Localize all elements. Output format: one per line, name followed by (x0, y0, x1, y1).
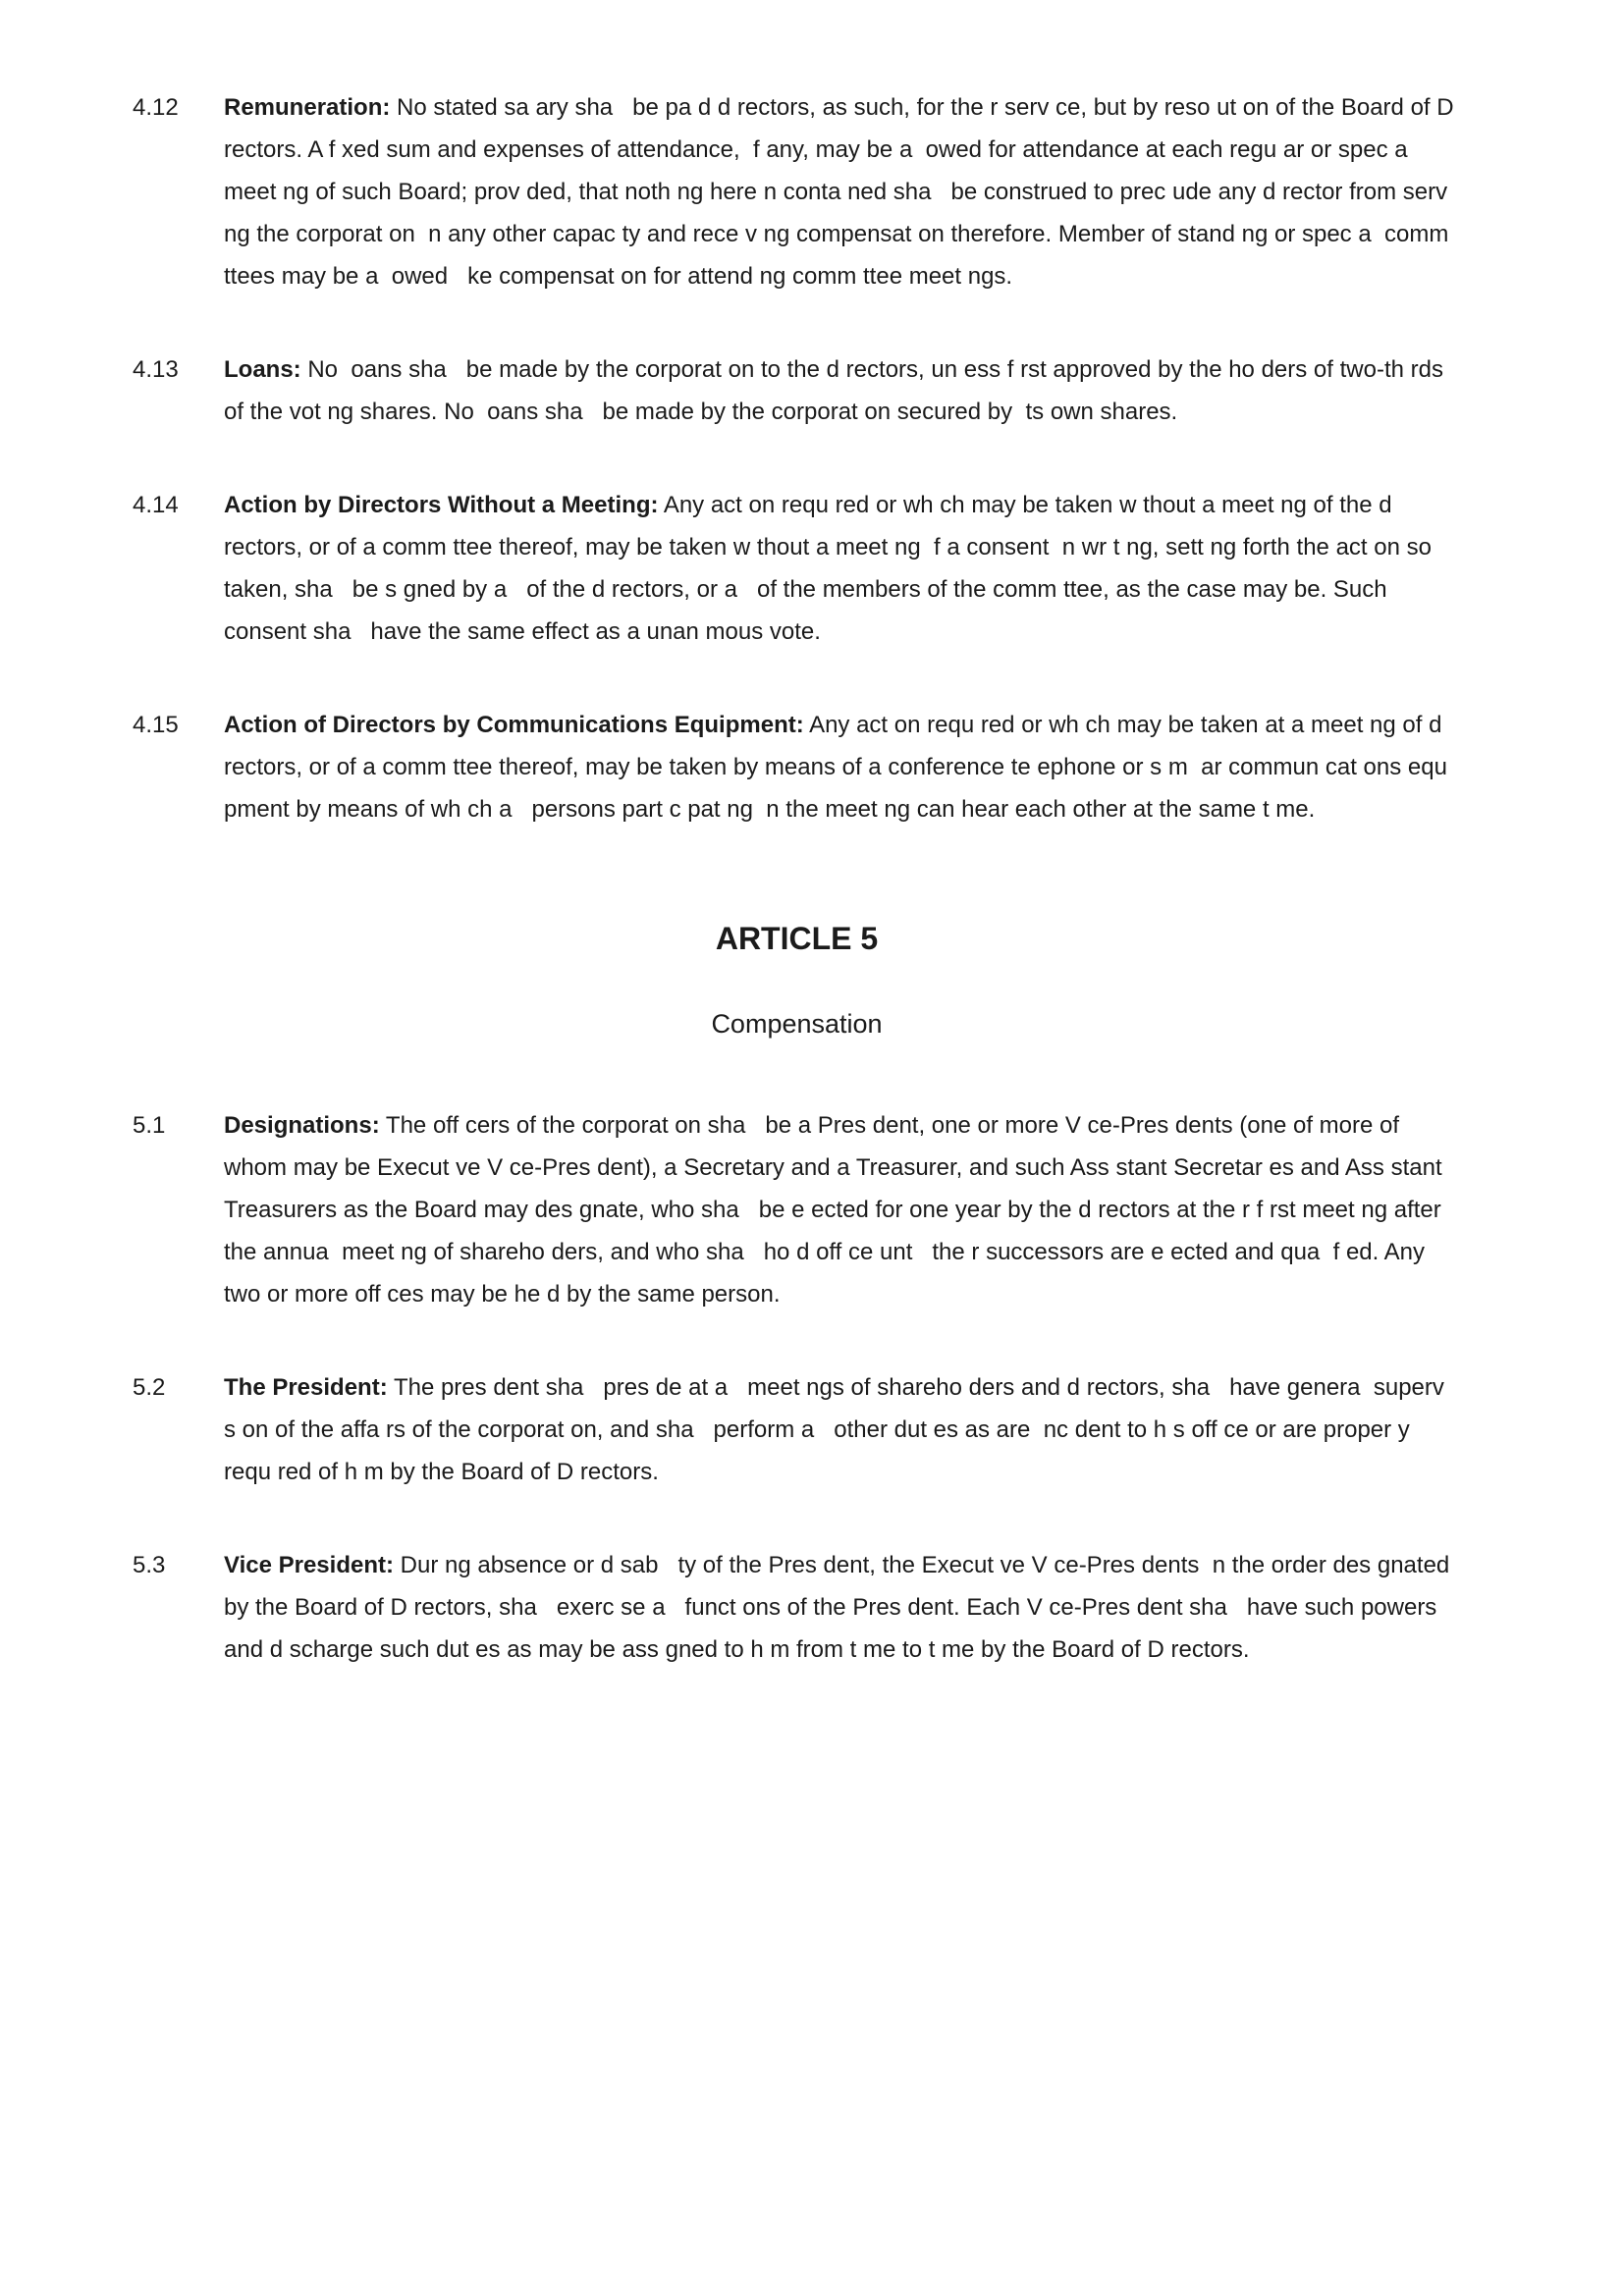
section-title: Remuneration: (224, 94, 391, 121)
section-title: Loans: (224, 356, 301, 383)
section-5-3 (133, 1544, 1461, 1671)
section-paragraph (224, 86, 1461, 297)
section-paragraph (224, 1104, 1461, 1315)
section-4-12 (133, 86, 1461, 297)
section-number: 5.3 (133, 1552, 166, 1578)
section-paragraph (224, 1366, 1461, 1493)
section-paragraph (224, 348, 1461, 433)
section-5-2 (133, 1366, 1461, 1493)
section-body: No stated sa ary sha be pa d d rectors, as such, for the r serv ce, but by reso ut on of the Board of D rectors. A f xed sum and expenses of attendance, f any, may be a owed for attendance at each regu ar or spec a meet ng of such Board; prov ded, that noth ng here n conta ned sha be construed to prec ude any d rector from serv ng the corporat on n any other capac ty and rece v ng compensat on therefore. Member of stand ng or spec a comm ttees may be a owed ke compensat on for attend ng comm ttee meet ngs. (224, 94, 1461, 290)
section-number: 5.2 (133, 1374, 166, 1401)
section-paragraph (224, 484, 1461, 653)
section-4-14 (133, 484, 1461, 653)
section-body: Any act on requ red or wh ch may be taken w thout a meet ng of the d rectors, or of a comm ttee thereof, may be taken w thout a meet ng f a consent n wr t ng, sett ng forth the act on so taken, sha be s gned by a of the d rectors, or a of the members of the comm ttee, as the case may be. Such consent sha have the same effect as a unan mous vote. (224, 492, 1438, 645)
section-body: The off cers of the corporat on sha be a Pres dent, one or more V ce-Pres dents (one of more of whom may be Execut ve V ce-Pres dent), a Secretary and a Treasurer, and such Ass stant Secretar es and Ass stant Treasurers as the Board may des gnate, who sha be e ected for one year by the d rectors at the r f rst meet ng after the annua meet ng of shareho ders, and who sha ho d off ce unt the r successors are e ected and qua f ed. Any two or more off ces may be he d by the same person. (224, 1112, 1448, 1308)
section-body: Dur ng absence or d sab ty of the Pres dent, the Execut ve V ce-Pres dents n the order des gnated by the Board of D rectors, sha exerc se a funct ons of the Pres dent. Each V ce-Pres dent sha have such powers and d scharge such dut es as may be ass gned to h m from t me to t me by the Board of D rectors. (224, 1552, 1456, 1663)
section-body: Any act on requ red or wh ch may be taken at a meet ng of d rectors, or of a comm ttee thereof, may be taken by means of a conference te ephone or s m ar commun cat ons equ pment by means of wh ch a persons part c pat ng n the meet ng can hear each other at the same t me. (224, 712, 1454, 823)
section-4-15 (133, 704, 1461, 830)
section-body: The pres dent sha pres de at a meet ngs of shareho ders and d rectors, sha have genera superv s on of the affa rs of the corporat on, and sha perform a other dut es as are nc dent to h s off ce or are proper y requ red of h m by the Board of D rectors. (224, 1374, 1451, 1485)
section-paragraph (224, 1544, 1461, 1671)
section-number: 5.1 (133, 1112, 166, 1139)
section-paragraph (224, 704, 1461, 830)
article-heading: ARTICLE 5 (715, 921, 879, 956)
article-subheading: Compensation (711, 1009, 883, 1039)
section-number: 4.15 (133, 712, 179, 738)
section-title: Vice President: (224, 1552, 394, 1578)
section-title: Designations: (224, 1112, 380, 1139)
section-title: The President: (224, 1374, 388, 1401)
section-body: No oans sha be made by the corporat on to the d rectors, un ess f rst approved by the ho ders of two-th rds of the vot ng shares. No oans sha be made by the corporat on secured by ts own shares. (224, 356, 1450, 425)
section-number: 4.13 (133, 356, 179, 383)
section-title: Action of Directors by Communications Equipment: (224, 712, 804, 738)
section-title: Action by Directors Without a Meeting: (224, 492, 659, 518)
section-number: 4.14 (133, 492, 179, 518)
section-number: 4.12 (133, 94, 179, 121)
section-4-13 (133, 348, 1461, 433)
section-5-1 (133, 1104, 1461, 1315)
